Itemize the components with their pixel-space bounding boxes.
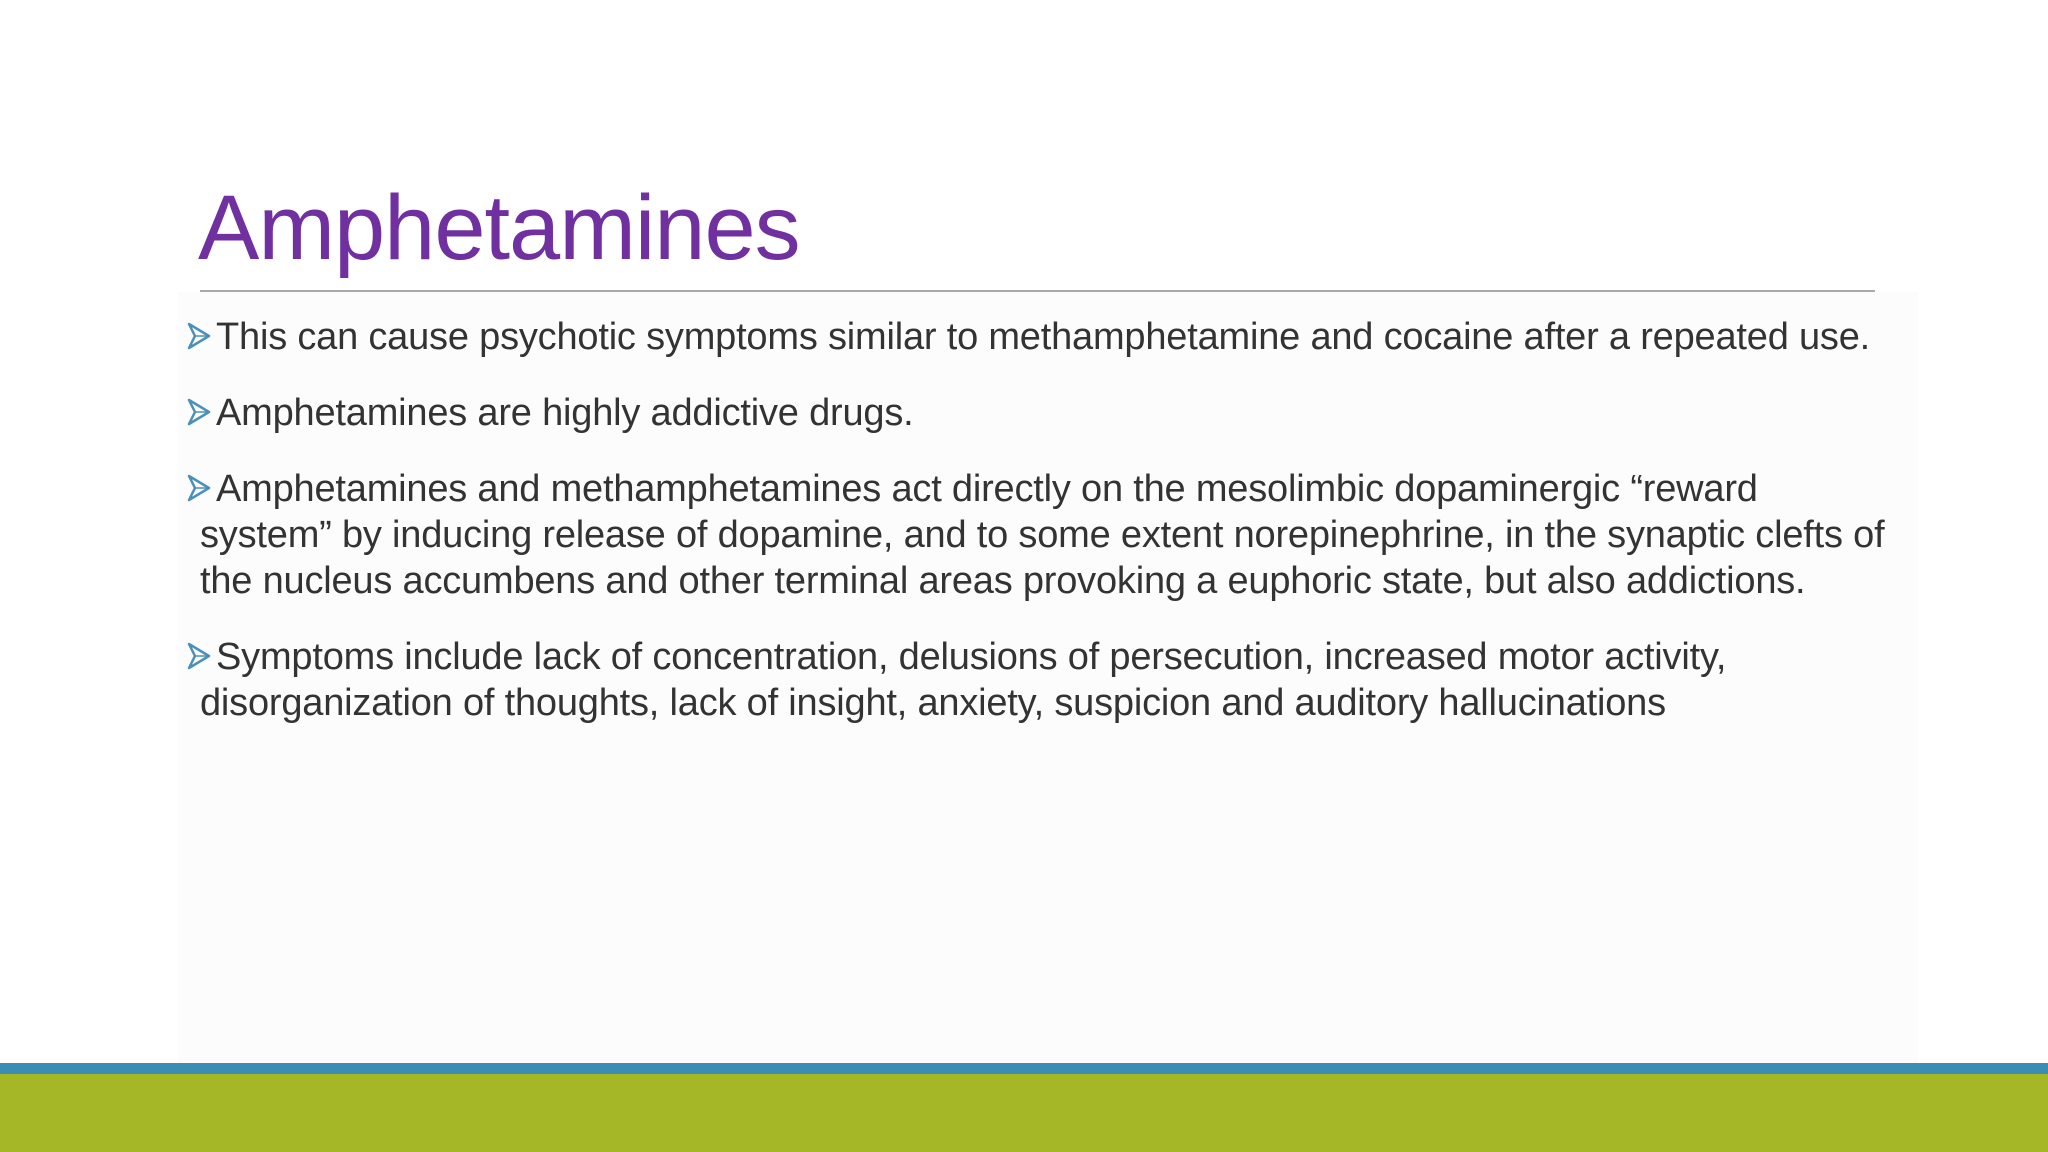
bullet-item xyxy=(186,314,1886,360)
arrow-bullet-icon xyxy=(186,319,212,353)
bullet-list xyxy=(186,314,1886,756)
bullet-text: Symptoms include lack of concentration, delusions of persecution, increased motor activity, disorganization of thoughts, lack of insight, anxiety, suspicion and auditory hallucinations xyxy=(200,636,1727,724)
bullet-item xyxy=(186,466,1886,604)
arrow-bullet-icon xyxy=(186,395,212,429)
bullet-text: Amphetamines and methamphetamines act directly on the mesolimbic dopaminergic “reward system” by inducing release of dopamine, and to some extent norepinephrine, in the synaptic clefts of the nucleus accumbens and other terminal areas provoking a euphoric state, but also addictions. xyxy=(200,468,1885,602)
arrow-bullet-icon xyxy=(186,471,212,505)
bullet-item xyxy=(186,634,1886,726)
footer-band-green xyxy=(0,1074,2048,1152)
slide-title: Amphetamines xyxy=(198,177,800,279)
title-divider xyxy=(200,290,1875,292)
footer-band-blue xyxy=(0,1063,2048,1074)
arrow-bullet-icon xyxy=(186,639,212,673)
bullet-text: This can cause psychotic symptoms similar to methamphetamine and cocaine after a repeated use. xyxy=(216,316,1871,358)
bullet-item xyxy=(186,390,1886,436)
bullet-text: Amphetamines are highly addictive drugs. xyxy=(216,392,914,434)
